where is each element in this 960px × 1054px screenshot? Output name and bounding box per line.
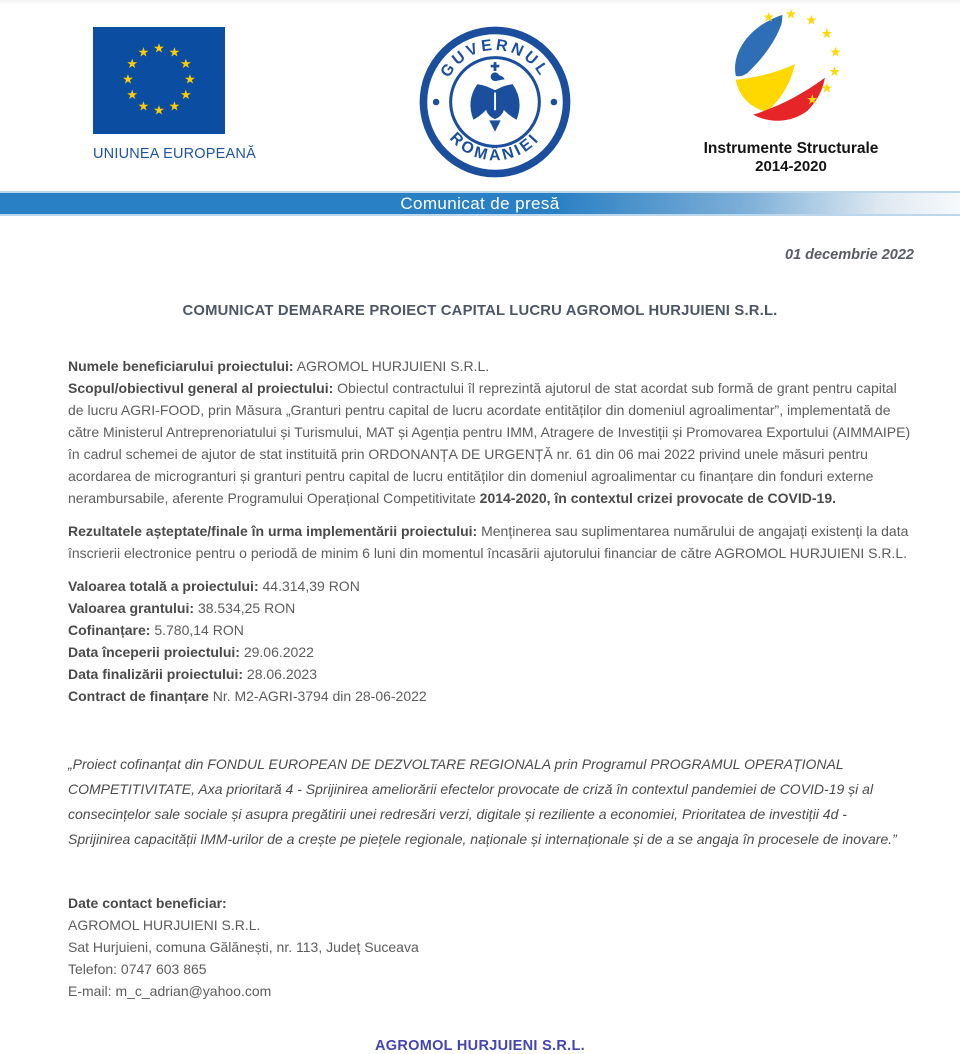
svg-text:★: ★ [806,91,819,108]
svg-text:★: ★ [153,103,165,119]
purpose-text: Obiectul contractului îl reprezintă ajutorul de stat acordat sub formă de grant pentru capital de lucru AGRI-FOOD, prin Măsura „Granturi pentru capital de lucru acordate entităților din domeniul agroalimentar”, implementată de către Ministerul Antreprenoriatului și Turismului, MAT și Agenția pentru IMM, Atragere de Investiții și Promovarea Exportului (AIMMAIPE) în cadrul schemei de ajutor de stat instituită prin ORDONANȚA DE URGENȚĂ nr. 61 din 06 mai 2022 privind unele măsuri pentru acordarea de microgranturi și granturi pentru capital de lucru entităților din domeniul agroalimentar cu finanțare din fonduri externe nerambursabile, aferente Programului Operațional Competitivitate [68,380,911,506]
svg-text:★: ★ [168,99,181,115]
svg-text:★: ★ [784,9,798,23]
government-seal-icon [419,26,571,183]
fact-row-contract: Contract de finanțare Nr. M2-AGRI-3794 din 28-06-2022 [68,688,427,704]
svg-text:★: ★ [179,88,192,103]
project-facts [68,575,912,707]
svg-text:★: ★ [168,45,181,61]
svg-text:★: ★ [820,80,833,97]
purpose-label: Scopul/obiectivul general al proiectului: [68,380,334,396]
structural-instruments-label: Instrumente Structurale [703,140,879,157]
date-line: 01 decembrie 2022 [785,247,914,263]
svg-text:★: ★ [820,26,833,43]
contact-heading: Date contact beneficiar: [68,895,227,911]
document-body [68,355,912,1002]
paragraph-results [68,520,912,564]
seal-top-text: GUVERNUL [437,36,553,81]
contact-email: E-mail: m_c_adrian@yahoo.com [68,983,272,999]
svg-text:★: ★ [762,9,775,26]
svg-text:★: ★ [126,88,139,103]
eu-flag-icon [93,27,225,134]
svg-text:★: ★ [126,57,139,72]
document-title: COMUNICAT DEMARARE PROIECT CAPITAL LUCRU AGROMOL HURJUIENI S.R.L. [182,303,778,319]
svg-text:★: ★ [184,72,196,88]
paragraph-purpose [68,355,912,509]
results-text: Menținerea sau suplimentarea numărului de angajați existenți la data înscrierii electronice pentru o periodă de minim 6 luni din momentul încasării ajutorului financiar de către AGROMOL HURJUIENI S.R.L. [68,523,909,561]
svg-text:★: ★ [137,45,150,61]
svg-text:★: ★ [805,12,818,29]
footer-company-name: AGROMOL HURJUIENI S.R.L. [375,1038,585,1054]
fact-row-cofinancing: Cofinanțare: 5.780,14 RON [68,622,244,638]
svg-text:★: ★ [137,99,150,115]
structural-instruments-icon [696,9,886,133]
beneficiary-value: AGROMOL HURJUIENI S.R.L. [296,358,490,374]
structural-instruments-years: 2014-2020 [755,157,827,175]
fact-row-end-date: Data finalizării proiectului: 28.06.2023 [68,666,317,682]
contact-phone: Telefon: 0747 603 865 [68,961,207,977]
eu-logo-label: UNIUNEA EUROPEANĂ [93,146,256,162]
beneficiary-label: Numele beneficiarului proiectului: [68,358,294,374]
svg-text:★: ★ [828,63,841,80]
fact-row-grant: Valoarea grantului: 38.534,25 RON [68,600,296,616]
svg-text:★: ★ [179,57,192,72]
svg-text:★: ★ [829,44,842,61]
results-label: Rezultatele așteptate/finale în urma implementării proiectului: [68,523,478,539]
press-release-banner: Comunicat de presă [0,191,960,216]
svg-text:★: ★ [153,41,165,57]
eu-logo-block [93,27,256,162]
fact-row-start-date: Data începerii proiectului: 29.06.2022 [68,644,314,660]
contact-block [68,892,912,1002]
svg-text:★: ★ [122,72,134,88]
contact-address: Sat Hurjuieni, comuna Gălănești, nr. 113, Județ Suceava [68,939,419,955]
seal-bottom-text: ROMÂNIEI [446,129,544,165]
cofinancing-quote: „Proiect cofinanțat din FONDUL EUROPEAN DE DEZVOLTARE REGIONALA prin Programul PROGRAMUL OPERAȚIONAL COMPETITIVITATE, Axa prioritară 4 - Sprijinirea ameliorării efectelor provocate de criză în contextul pandemiei de COVID-19 și al consecințelor sale sociale și asupra pregătirii unei redresări verzi, digitale și reziliente a economiei, Prioritatea de investiții 4d - Sprijinirea capacității IMM-urilor de a crește pe piețele regionale, naționale și internaționale și de a se angaja în procesele de inovare.” [68,756,897,847]
contact-company: AGROMOL HURJUIENI S.R.L. [68,917,261,933]
purpose-bold-tail: 2014-2020, în contextul crizei provocate de COVID-19. [479,490,837,506]
header [0,5,960,191]
structural-instruments-block [693,9,889,175]
fact-row-total: Valoarea totală a proiectului: 44.314,39 RON [68,578,360,594]
